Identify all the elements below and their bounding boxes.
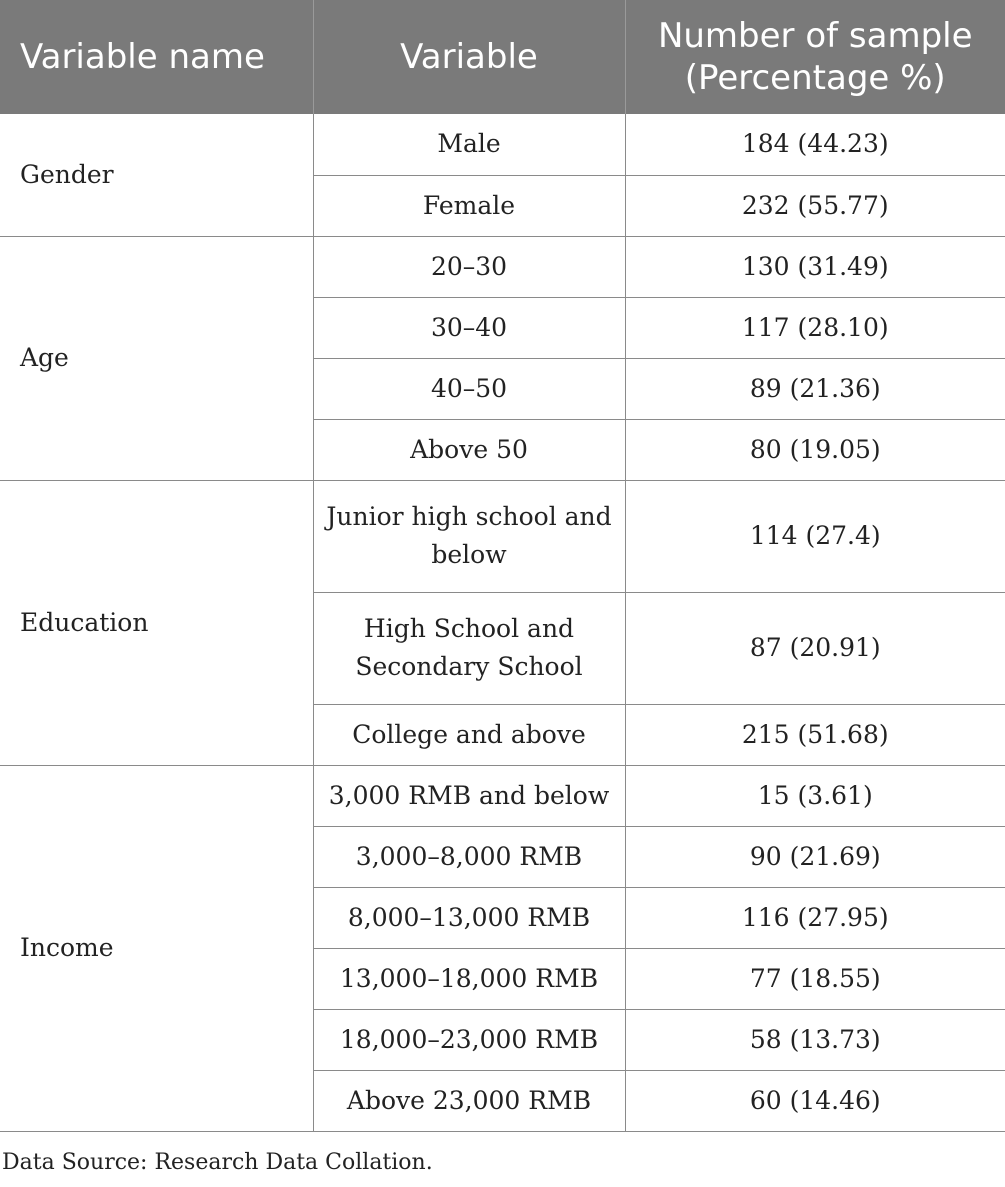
header-row [0,0,1005,114]
table-footnote: Data Source: Research Data Collation. [2,1150,433,1175]
header-count-line2: (Percentage %) [684,58,946,98]
row-label: 20–30 [313,236,625,297]
row-label: 3,000–8,000 RMB [313,826,625,887]
table-row [0,765,1005,826]
table-row [0,114,1005,175]
row-label: Junior high school and below [313,480,625,592]
group-education: Education [0,480,313,765]
row-label: Male [313,114,625,175]
group-gender: Gender [0,114,313,236]
row-value: 90 (21.69) [625,826,1005,887]
row-label: 8,000–13,000 RMB [313,887,625,948]
row-value: 15 (3.61) [625,765,1005,826]
header-variable: Variable [313,0,625,114]
table-body [0,114,1005,1131]
row-value: 114 (27.4) [625,480,1005,592]
group-income: Income [0,765,313,1131]
header-count-line1: Number of sample [657,16,973,56]
row-label: 3,000 RMB and below [313,765,625,826]
row-value: 130 (31.49) [625,236,1005,297]
row-value: 87 (20.91) [625,592,1005,704]
row-label: College and above [313,704,625,765]
row-value: 215 (51.68) [625,704,1005,765]
table-row [0,480,1005,592]
row-label: Above 50 [313,419,625,480]
header-number-of-sample [625,0,1005,114]
row-label: 13,000–18,000 RMB [313,948,625,1009]
row-label: 18,000–23,000 RMB [313,1009,625,1070]
row-label: Female [313,175,625,236]
row-value: 77 (18.55) [625,948,1005,1009]
row-value: 116 (27.95) [625,887,1005,948]
row-label: High School and Secondary School [313,592,625,704]
row-value: 60 (14.46) [625,1070,1005,1131]
row-value: 184 (44.23) [625,114,1005,175]
row-value: 117 (28.10) [625,297,1005,358]
table-row [0,236,1005,297]
row-value: 58 (13.73) [625,1009,1005,1070]
row-value: 80 (19.05) [625,419,1005,480]
table-header [0,0,1005,114]
header-variable-name: Variable name [0,0,313,114]
row-value: 89 (21.36) [625,358,1005,419]
row-label: 40–50 [313,358,625,419]
row-value: 232 (55.77) [625,175,1005,236]
row-label: Above 23,000 RMB [313,1070,625,1131]
row-label: 30–40 [313,297,625,358]
group-age: Age [0,236,313,480]
